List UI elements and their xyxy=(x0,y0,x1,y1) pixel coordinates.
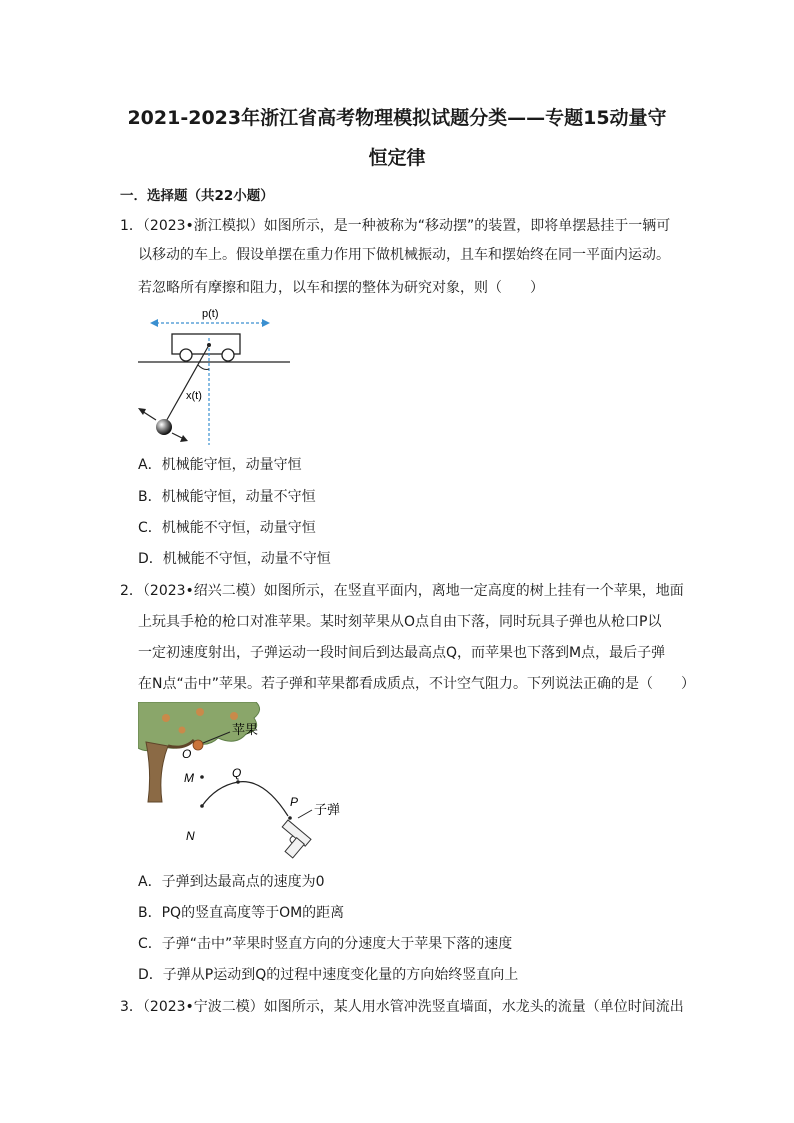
point-q-label: Q xyxy=(232,766,242,780)
q2-option-b: B．PQ的竖直高度等于OM的距离 xyxy=(138,905,345,921)
tree-trunk xyxy=(146,742,168,802)
q1-cart-wheel xyxy=(222,349,234,361)
q1-pendulum-cart-figure xyxy=(130,305,300,450)
point-o-label: O xyxy=(182,747,192,761)
q1-displacement-label: x(t) xyxy=(186,390,202,402)
q2-tree-apple-gun-figure xyxy=(138,702,368,862)
q1-text-line2: 以移动的车上。假设单摆在重力作用下做机械振动，且车和摆始终在同一平面内运动。 xyxy=(138,247,670,263)
point-n-label: N xyxy=(186,829,195,843)
q1-cart-wheel xyxy=(180,349,192,361)
q2-text-line1: 2．（2023•绍兴二模）如图所示，在竖直平面内，离地一定高度的树上挂有一个苹果，地面 xyxy=(120,583,684,599)
toy-gun-icon xyxy=(271,820,311,859)
apple xyxy=(193,740,203,750)
q2-option-a: A．子弹到达最高点的速度为0 xyxy=(138,874,325,890)
q1-momentum-label: p(t) xyxy=(202,308,219,320)
section-heading: 一．选择题（共22小题） xyxy=(120,188,274,204)
q1-pendulum-bob xyxy=(156,419,172,435)
point-p-label: P xyxy=(290,795,299,809)
document-title-line2: 恒定律 xyxy=(368,147,426,169)
apple-label: 苹果 xyxy=(232,723,259,738)
document-title-line1: 2021-2023年浙江省高考物理模拟试题分类——专题15动量守 xyxy=(127,107,667,129)
q2-text-line2: 上玩具手枪的枪口对准苹果。某时刻苹果从O点自由下落，同时玩具子弹也从枪口P以 xyxy=(138,614,662,630)
bullet-label: 子弹 xyxy=(314,803,341,818)
q1-option-a: A．机械能守恒，动量守恒 xyxy=(138,457,302,473)
q2-text-line3: 一定初速度射出，子弹运动一段时间后到达最高点Q，而苹果也下落到M点，最后子弹 xyxy=(138,645,666,661)
q2-option-c: C．子弹“击中”苹果时竖直方向的分速度大于苹果下落的速度 xyxy=(138,936,513,952)
q2-option-d: D．子弹从P运动到Q的过程中速度变化量的方向始终竖直向上 xyxy=(138,967,519,983)
point-m-label: M xyxy=(184,771,194,785)
q1-option-d: D．机械能不守恒，动量不守恒 xyxy=(138,551,331,567)
q1-option-b: B．机械能守恒，动量不守恒 xyxy=(138,489,316,505)
bullet-trajectory xyxy=(202,782,288,816)
q3-text-line1: 3．（2023•宁波二模）如图所示，某人用水管冲洗竖直墙面，水龙头的流量（单位时间流出 xyxy=(120,999,684,1015)
q1-text-line1: 1．（2023•浙江模拟）如图所示，是一种被称为“移动摆”的装置，即将单摆悬挂于一辆可 xyxy=(120,218,671,234)
q1-option-c: C．机械能不守恒，动量守恒 xyxy=(138,520,316,536)
q1-text-line3: 若忽略所有摩擦和阻力，以车和摆的整体为研究对象，则（ ） xyxy=(138,280,544,296)
q2-text-line4: 在N点“击中”苹果。若子弹和苹果都看成质点，不计空气阻力。下列说法正确的是（ ） xyxy=(138,676,695,692)
